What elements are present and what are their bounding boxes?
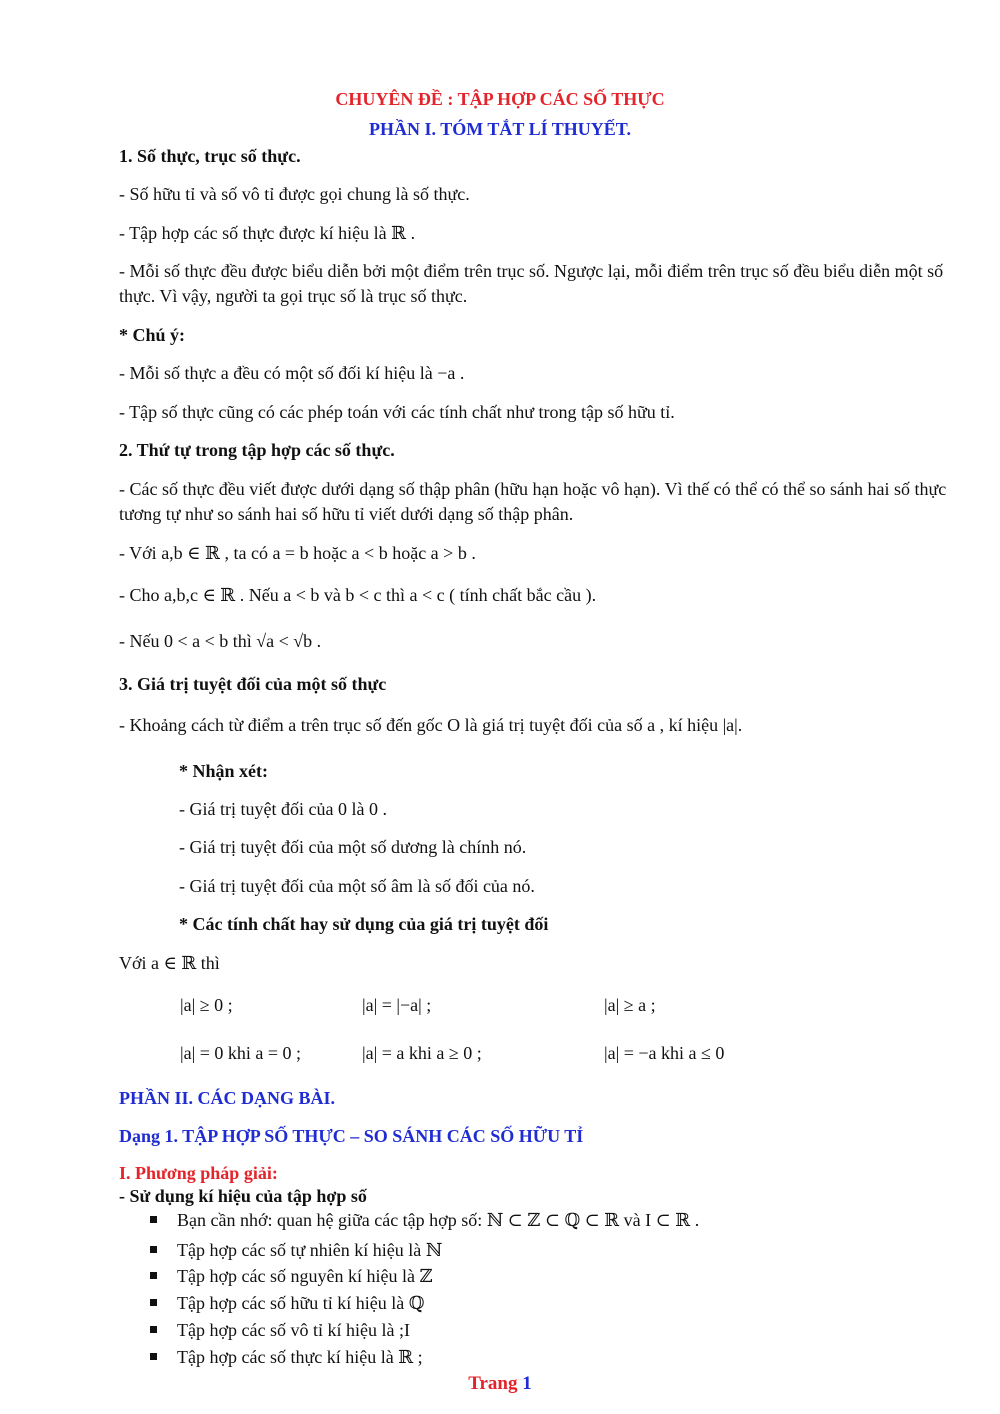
list-item: Tập hợp các số tự nhiên kí hiệu là ℕ (150, 1239, 442, 1261)
type1-heading: Dạng 1. TẬP HỢP SỐ THỰC – SO SÁNH CÁC SỐ HỮU TỈ (119, 1126, 584, 1146)
list-item: Tập hợp các số nguyên kí hiệu là ℤ (150, 1265, 433, 1287)
list-item: Tập hợp các số hữu tỉ kí hiệu là ℚ (150, 1292, 424, 1314)
footer-label: Trang (468, 1373, 518, 1394)
section3-para1: - Khoảng cách từ điểm a trên trục số đến gốc O là giá trị tuyệt đối của số a , kí hiệu |a|. (119, 715, 743, 735)
note-para1: - Mỗi số thực a đều có một số đối kí hiệu là −a . (119, 363, 465, 383)
section2-para4: - Nếu 0 < a < b thì √a < √b . (119, 631, 322, 651)
part1-heading: PHẦN I. TÓM TẮT LÍ THUYẾT. (369, 119, 631, 139)
section2-para2: - Với a,b ∈ ℝ , ta có a = b hoặc a < b hoặc a > b . (119, 543, 476, 563)
bullet-icon (150, 1216, 157, 1223)
bullet-icon (150, 1353, 157, 1360)
section1-para1: - Số hữu tỉ và số vô tỉ được gọi chung là số thực. (119, 184, 470, 204)
property-formula: |a| = 0 khi a = 0 ; (180, 1043, 301, 1063)
property-formula: |a| ≥ 0 ; (180, 995, 233, 1015)
remark-item: - Giá trị tuyệt đối của 0 là 0 . (179, 799, 387, 819)
property-formula: |a| = |−a| ; (362, 995, 432, 1015)
bullet-icon (150, 1299, 157, 1306)
section2-para1: - Các số thực đều viết được dưới dạng số thập phân (hữu hạn hoặc vô hạn). Vì thế có thể có thể so sánh hai số thực tương tự như so sánh hai số hữu tỉ viết dưới dạng số thập phân. (119, 479, 947, 524)
section3-heading: 3. Giá trị tuyệt đối của một số thực (119, 674, 387, 694)
properties-heading: * Các tính chất hay sử dụng của giá trị tuyệt đối (179, 914, 549, 934)
list-item: Bạn cần nhớ: quan hệ giữa các tập hợp số: ℕ ⊂ ℤ ⊂ ℚ ⊂ ℝ và I ⊂ ℝ . (150, 1209, 699, 1231)
document-title: CHUYÊN ĐỀ : TẬP HỢP CÁC SỐ THỰC (335, 89, 665, 109)
bullet-icon (150, 1326, 157, 1333)
remark-heading: * Nhận xét: (179, 761, 268, 781)
page-number: 1 (522, 1373, 532, 1394)
section1-heading: 1. Số thực, trục số thực. (119, 146, 301, 166)
remark-item: - Giá trị tuyệt đối của một số dương là chính nó. (179, 837, 527, 857)
section2-para3: - Cho a,b,c ∈ ℝ . Nếu a < b và b < c thì a < c ( tính chất bắc cầu ). (119, 585, 597, 605)
property-formula: |a| = a khi a ≥ 0 ; (362, 1043, 482, 1063)
properties-intro: Với a ∈ ℝ thì (119, 953, 220, 973)
property-formula: |a| = −a khi a ≤ 0 (604, 1043, 725, 1063)
list-item: Tập hợp các số thực kí hiệu là ℝ ; (150, 1346, 423, 1368)
method-heading: I. Phương pháp giải: (119, 1163, 278, 1183)
method-subheading: - Sử dụng kí hiệu của tập hợp số (119, 1186, 367, 1206)
note-heading: * Chú ý: (119, 325, 186, 345)
list-item: Tập hợp các số vô tỉ kí hiệu là ;I (150, 1319, 410, 1341)
part2-heading: PHẦN II. CÁC DẠNG BÀI. (119, 1088, 336, 1108)
section1-para3: - Mỗi số thực đều được biểu diễn bởi một điểm trên trục số. Ngược lại, mỗi điểm trên trục số đều biểu diễn một số thực. Vì vậy, người ta gọi trục số là trục số thực. (119, 261, 944, 306)
bullet-icon (150, 1246, 157, 1253)
note-para2: - Tập số thực cũng có các phép toán với các tính chất như trong tập số hữu tỉ. (119, 402, 675, 422)
page-footer (0, 1373, 1000, 1395)
remark-item: - Giá trị tuyệt đối của một số âm là số đối của nó. (179, 876, 535, 896)
section1-para2: - Tập hợp các số thực được kí hiệu là ℝ . (119, 223, 416, 243)
property-formula: |a| ≥ a ; (604, 995, 656, 1015)
bullet-icon (150, 1272, 157, 1279)
section2-heading: 2. Thứ tự trong tập hợp các số thực. (119, 440, 395, 460)
